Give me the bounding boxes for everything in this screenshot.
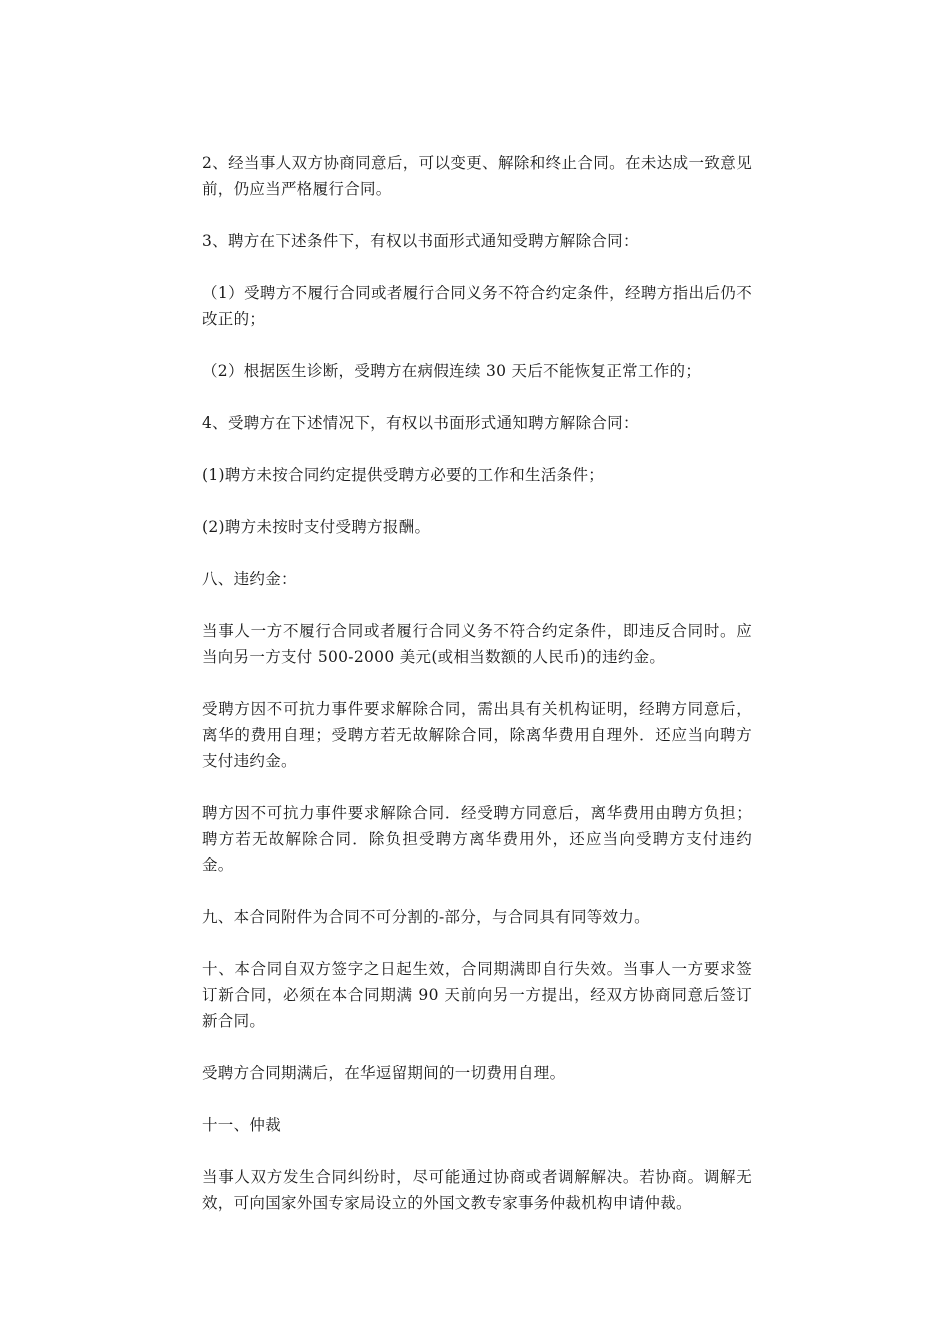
clause-7-4: 4、受聘方在下述情况下，有权以书面形式通知聘方解除合同： xyxy=(202,414,639,432)
section-8-para-1: 当事人一方不履行合同或者履行合同义务不符合约定条件，即违反合同时。应当向另一方支付 500-2000 美元(或相当数额的人民币)的违约金。 xyxy=(202,622,752,666)
clause-7-4-item-2: (2)聘方未按时支付受聘方报酬。 xyxy=(202,518,431,536)
document-body xyxy=(202,150,752,1242)
section-9: 九、本合同附件为合同不可分割的-部分，与合同具有同等效力。 xyxy=(202,908,650,926)
section-10-para-2: 受聘方合同期满后，在华逗留期间的一切费用自理。 xyxy=(202,1064,566,1082)
clause-7-3: 3、聘方在下述条件下，有权以书面形式通知受聘方解除合同： xyxy=(202,232,639,250)
section-10: 十、本合同自双方签字之日起生效，合同期满即自行失效。当事人一方要求签订新合同，必须在本合同期满 90 天前向另一方提出，经双方协商同意后签订新合同。 xyxy=(202,960,752,1030)
clause-7-3-item-1: （1）受聘方不履行合同或者履行合同义务不符合约定条件，经聘方指出后仍不改正的； xyxy=(202,284,752,328)
clause-7-3-item-2: （2）根据医生诊断，受聘方在病假连续 30 天后不能恢复正常工作的； xyxy=(202,362,702,380)
section-8-heading: 八、违约金： xyxy=(202,570,297,588)
clause-7-2: 2、经当事人双方协商同意后，可以变更、解除和终止合同。在未达成一致意见前，仍应当严格履行合同。 xyxy=(202,154,752,198)
section-11-heading: 十一、仲裁 xyxy=(202,1116,282,1134)
section-8-para-2: 受聘方因不可抗力事件要求解除合同，需出具有关机构证明，经聘方同意后，离华的费用自理；受聘方若无故解除合同，除离华费用自理外．还应当向聘方支付违约金。 xyxy=(202,700,752,770)
section-11-para-1: 当事人双方发生合同纠纷时，尽可能通过协商或者调解解决。若协商。调解无效，可向国家外国专家局设立的外国文教专家事务仲裁机构申请仲裁。 xyxy=(202,1168,752,1212)
section-8-para-3: 聘方因不可抗力事件要求解除合同．经受聘方同意后，离华费用由聘方负担；聘方若无故解除合同．除负担受聘方离华费用外，还应当向受聘方支付违约金。 xyxy=(202,804,752,874)
clause-7-4-item-1: (1)聘方未按合同约定提供受聘方必要的工作和生活条件； xyxy=(202,466,605,484)
